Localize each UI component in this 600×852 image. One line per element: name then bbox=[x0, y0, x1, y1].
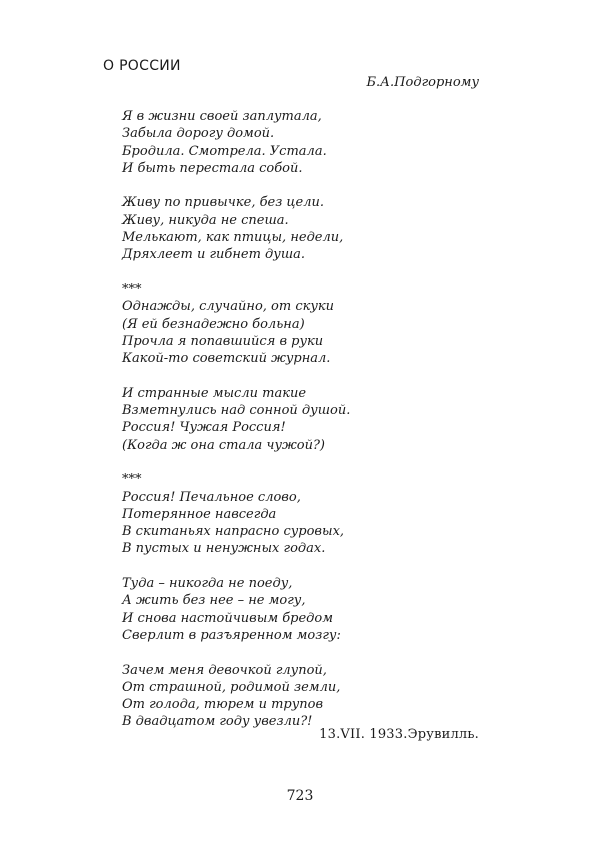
stanza-gap bbox=[122, 454, 350, 471]
poem-body bbox=[122, 108, 350, 731]
verse-line: Прочла я попавшийся в руки bbox=[122, 333, 324, 349]
stanza bbox=[122, 281, 350, 367]
poem-title: О РОССИИ bbox=[103, 58, 181, 74]
verse-line: Бродила. Смотрела. Устала. bbox=[122, 143, 327, 159]
verse-line: Сверлит в разъяренном мозгу: bbox=[122, 627, 341, 643]
stanza-gap bbox=[122, 367, 350, 384]
verse-line: Я в жизни своей заплутала, bbox=[122, 109, 322, 124]
stanza bbox=[122, 108, 350, 177]
verse-line: Зачем меня девочкой глупой, bbox=[122, 662, 327, 678]
verse-line: И быть перестала собой. bbox=[122, 160, 303, 176]
stanza-gap bbox=[122, 558, 350, 575]
stanza-gap bbox=[122, 264, 350, 281]
verse-line: Однажды, случайно, от скуки bbox=[122, 299, 335, 315]
verse-line: Живу по привычке, без цели. bbox=[122, 195, 324, 211]
verse-line: Живу, никуда не спеша. bbox=[122, 212, 289, 228]
section-divider: *** bbox=[122, 281, 142, 297]
stanza bbox=[122, 194, 350, 263]
verse-line: Взметнулись над сонной душой. bbox=[122, 403, 351, 419]
verse-line: В пустых и ненужных годах. bbox=[122, 541, 326, 557]
verse-line: А жить без нее – не могу, bbox=[122, 593, 306, 609]
stanza bbox=[122, 385, 350, 454]
verse-line: И странные мысли такие bbox=[122, 385, 307, 401]
verse-line: И снова настойчивым бредом bbox=[122, 610, 334, 626]
verse-line: От голода, тюрем и трупов bbox=[122, 697, 324, 713]
verse-line: Мелькают, как птицы, недели, bbox=[122, 230, 344, 246]
poem-date: 13.VII. 1933.Эрувилль. bbox=[319, 727, 479, 742]
stanza-gap bbox=[122, 177, 350, 194]
section-divider: *** bbox=[122, 472, 142, 488]
stanza bbox=[122, 575, 350, 644]
verse-line: Туда – никогда не поеду, bbox=[122, 576, 293, 592]
stanza bbox=[122, 471, 350, 557]
dedication: Б.А.Подгорному bbox=[366, 75, 479, 90]
verse-line: Потерянное навсегда bbox=[122, 506, 277, 522]
verse-line: Какой-то советский журнал. bbox=[122, 351, 331, 367]
verse-line: В скитаньях напрасно суровых, bbox=[122, 524, 345, 540]
verse-line: Россия! Печальное слово, bbox=[122, 489, 301, 505]
page-number: 723 bbox=[286, 788, 314, 804]
verse-line: Дряхлеет и гибнет душа. bbox=[122, 247, 306, 263]
verse-line: Россия! Чужая Россия! bbox=[122, 420, 286, 436]
verse-line: Забыла дорогу домой. bbox=[122, 126, 275, 142]
verse-line: (Когда ж она стала чужой?) bbox=[122, 437, 325, 453]
verse-line: (Я ей безнадежно больна) bbox=[122, 316, 305, 332]
stanza bbox=[122, 662, 350, 731]
verse-line: От страшной, родимой земли, bbox=[122, 679, 341, 695]
stanza-gap bbox=[122, 644, 350, 661]
verse-line: В двадцатом году увезли?! bbox=[122, 714, 313, 730]
